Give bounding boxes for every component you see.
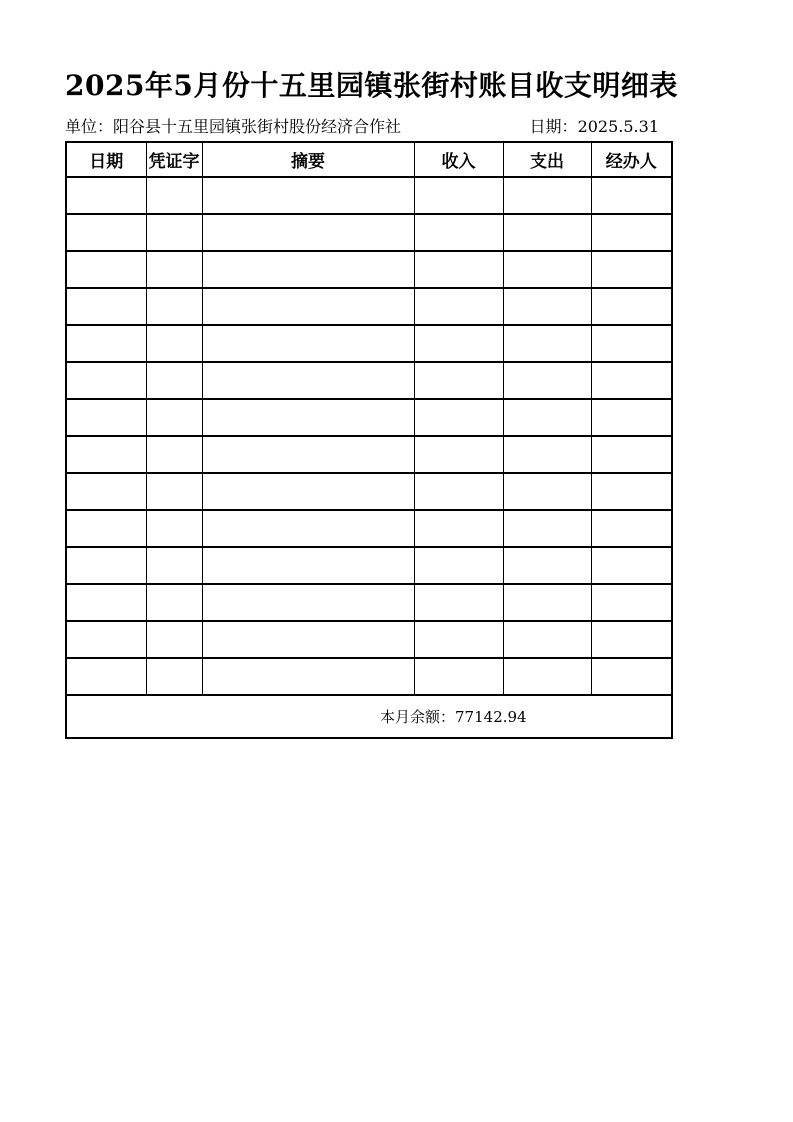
table-cell [503, 547, 591, 584]
table-body [66, 177, 672, 695]
header-row [66, 142, 672, 177]
table-cell [503, 288, 591, 325]
table-cell [146, 177, 202, 214]
table-cell [146, 399, 202, 436]
table-cell [146, 325, 202, 362]
table-cell [503, 325, 591, 362]
table-cell [146, 584, 202, 621]
table-cell [414, 473, 503, 510]
table-cell [202, 621, 414, 658]
table-cell [202, 251, 414, 288]
table-cell [503, 177, 591, 214]
table-cell [414, 658, 503, 695]
table-cell [202, 510, 414, 547]
table-cell [503, 399, 591, 436]
table-cell [146, 436, 202, 473]
table-cell [503, 658, 591, 695]
table-cell [202, 325, 414, 362]
table-row [66, 473, 672, 510]
table-cell [66, 325, 146, 362]
table-row [66, 547, 672, 584]
table-row [66, 510, 672, 547]
col-header-summary: 摘要 [202, 142, 414, 177]
table-cell [414, 584, 503, 621]
summary-row [66, 695, 672, 738]
table-cell [202, 288, 414, 325]
table-cell [503, 473, 591, 510]
meta-row [65, 117, 671, 137]
table-row [66, 399, 672, 436]
table-cell [414, 510, 503, 547]
table-cell [66, 584, 146, 621]
table-cell [66, 362, 146, 399]
table-cell [202, 177, 414, 214]
table-cell [591, 325, 672, 362]
table-cell [202, 436, 414, 473]
table-row [66, 214, 672, 251]
table-cell [503, 584, 591, 621]
table-cell [414, 251, 503, 288]
col-header-expense: 支出 [503, 142, 591, 177]
table-cell [591, 177, 672, 214]
ledger-table [65, 141, 673, 739]
table-cell [414, 436, 503, 473]
table-cell [414, 547, 503, 584]
table-cell [591, 399, 672, 436]
table-cell [146, 251, 202, 288]
table-cell [146, 510, 202, 547]
table-cell [66, 288, 146, 325]
page-title: 2025年5月份十五里园镇张街村账目收支明细表 [65, 69, 678, 102]
table-cell [414, 399, 503, 436]
table-row [66, 325, 672, 362]
unit-label: 单位： [65, 117, 114, 136]
month-balance [66, 695, 672, 738]
table-cell [591, 621, 672, 658]
table-cell [66, 399, 146, 436]
table-cell [146, 214, 202, 251]
table-row [66, 584, 672, 621]
col-header-handler: 经办人 [591, 142, 672, 177]
table-cell [66, 436, 146, 473]
table-cell [66, 658, 146, 695]
col-header-date: 日期 [66, 142, 146, 177]
table-cell [414, 621, 503, 658]
table-cell [202, 214, 414, 251]
table-cell [146, 288, 202, 325]
month-balance-label: 本月余额： [380, 708, 456, 726]
table-cell [591, 251, 672, 288]
table-cell [202, 473, 414, 510]
date-line [530, 117, 659, 137]
table-row [66, 362, 672, 399]
table-cell [202, 547, 414, 584]
table-cell [146, 658, 202, 695]
table-cell [503, 510, 591, 547]
table-row [66, 288, 672, 325]
table-cell [503, 214, 591, 251]
unit-line [65, 117, 401, 137]
table-cell [202, 584, 414, 621]
table-cell [503, 621, 591, 658]
table-cell [146, 362, 202, 399]
table-cell [503, 362, 591, 399]
table-row [66, 621, 672, 658]
table-cell [414, 325, 503, 362]
table-cell [591, 473, 672, 510]
table-cell [66, 547, 146, 584]
table-cell [591, 584, 672, 621]
table-cell [66, 214, 146, 251]
table-cell [66, 251, 146, 288]
table-cell [202, 362, 414, 399]
table-cell [202, 399, 414, 436]
table-cell [503, 436, 591, 473]
month-balance-value: 77142.94 [455, 708, 527, 726]
unit-value: 阳谷县十五里园镇张街村股份经济合作社 [113, 117, 402, 136]
table-row [66, 658, 672, 695]
table-cell [591, 214, 672, 251]
table-row [66, 251, 672, 288]
table-cell [414, 214, 503, 251]
table-cell [66, 621, 146, 658]
table-row [66, 436, 672, 473]
table-cell [146, 621, 202, 658]
table-cell [591, 436, 672, 473]
table-cell [503, 251, 591, 288]
table-cell [414, 362, 503, 399]
col-header-voucher: 凭证字 [146, 142, 202, 177]
date-value: 2025.5.31 [577, 117, 659, 136]
table-cell [591, 510, 672, 547]
table-row [66, 177, 672, 214]
table-cell [591, 658, 672, 695]
date-label: 日期： [529, 117, 578, 136]
table-cell [591, 547, 672, 584]
table-cell [66, 473, 146, 510]
table-cell [146, 547, 202, 584]
table-cell [591, 288, 672, 325]
table-cell [591, 362, 672, 399]
table-cell [146, 473, 202, 510]
table-cell [414, 177, 503, 214]
table-cell [414, 288, 503, 325]
table-cell [66, 510, 146, 547]
table-cell [66, 177, 146, 214]
table-cell [202, 658, 414, 695]
col-header-income: 收入 [414, 142, 503, 177]
